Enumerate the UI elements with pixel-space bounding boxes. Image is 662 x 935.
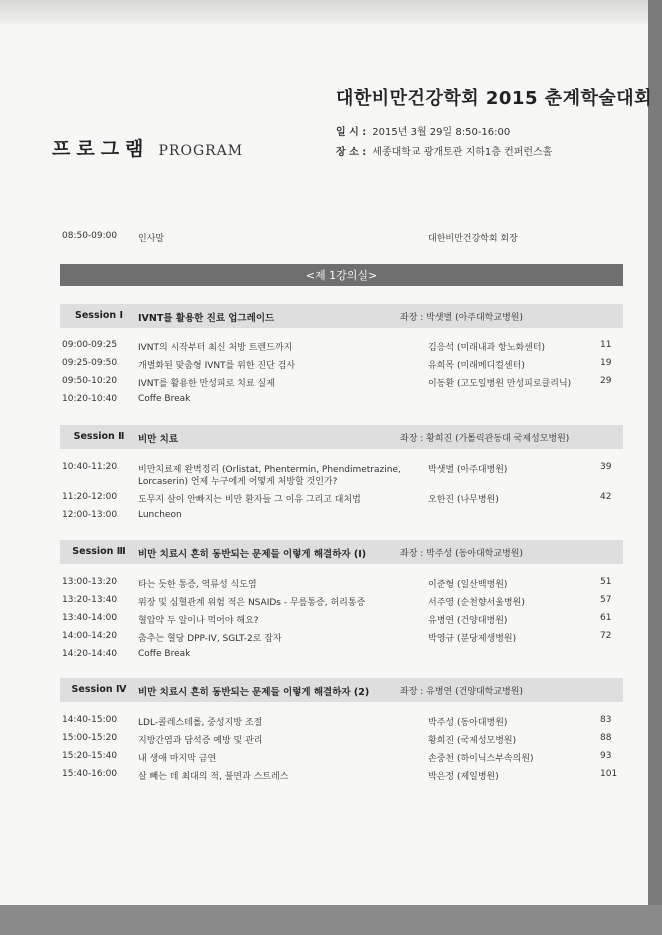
item-page: 61 (600, 613, 612, 623)
venue-value: 세종대학교 광개토관 지하1층 컨퍼런스홀 (372, 147, 553, 158)
session-1-header (60, 304, 623, 328)
item-page: 11 (600, 340, 612, 350)
item-page: 19 (600, 358, 612, 368)
item-speaker: 서주영 (순천향서울병원) (428, 598, 525, 608)
venue-line (336, 143, 552, 158)
session-label: Session Ⅰ (75, 310, 123, 321)
item-title: IVNT를 활용한 만성피로 치료 실제 (138, 379, 275, 389)
item-page: 57 (600, 595, 612, 605)
item-speaker: 손중천 (하이닉스부속의원) (428, 754, 534, 764)
item-time: 14:20-14:40 (62, 649, 118, 659)
date-line (336, 123, 510, 138)
item-speaker: 박주성 (동아대병원) (428, 718, 508, 728)
session-3-header (60, 540, 623, 564)
item-speaker: 이동환 (고도일병원 만성피로클리닉) (428, 379, 572, 389)
item-title-line2: Lorcaserin) 언제 누구에게 어떻게 처방할 것인가? (138, 477, 338, 487)
session-label: Session Ⅱ (73, 431, 125, 442)
item-time: 13:20-13:40 (62, 595, 118, 605)
item-time: 15:00-15:20 (62, 733, 118, 743)
session-2-header (60, 425, 623, 449)
session-chair: 좌장 : 황희진 (가톨릭관동대 국제성모병원) (400, 434, 570, 444)
opening-time: 08:50-09:00 (62, 231, 118, 241)
item-speaker: 박샛별 (아주대병원) (428, 465, 508, 475)
item-time: 12:00-13:00 (62, 510, 118, 520)
item-title: IVNT의 시작부터 최신 처방 트렌드까지 (138, 343, 293, 353)
item-time: 14:00-14:20 (62, 631, 118, 641)
session-title: 비만 치료시 흔히 동반되는 문제들 이렇게 해결하자 (2) (138, 687, 370, 698)
opening-speaker: 대한비만건강학회 회장 (428, 234, 518, 244)
item-title: 비만치료제 완벽정리 (Orlistat, Phentermin, Phendimetrazine, (138, 465, 401, 475)
item-title: 타는 듯한 통증, 역류성 식도염 (138, 580, 257, 590)
item-page: 51 (600, 577, 612, 587)
item-speaker: 김응석 (미래내과 항노화센터) (428, 343, 546, 353)
session-chair: 좌장 : 유병연 (건양대학교병원) (400, 687, 523, 697)
item-page: 88 (600, 733, 612, 743)
item-title: 개별화된 맞춤형 IVNT를 위한 진단 검사 (138, 361, 296, 371)
item-title: 춤추는 혈당 DPP-IV, SGLT-2로 잡자 (138, 634, 282, 644)
session-chair: 좌장 : 박주성 (동아대학교병원) (400, 549, 523, 559)
item-speaker: 유희목 (미래메디컬센터) (428, 361, 525, 371)
item-time: 13:40-14:00 (62, 613, 118, 623)
item-title: 지방간염과 담석증 예방 및 관리 (138, 736, 263, 746)
item-speaker: 박영규 (분당제생병원) (428, 634, 517, 644)
scan-top-shadow (0, 0, 648, 24)
item-title: Coffe Break (138, 649, 191, 659)
item-speaker: 유병연 (건양대병원) (428, 616, 508, 626)
session-chair: 좌장 : 박샛별 (아주대학교병원) (400, 313, 523, 323)
item-time: 09:50-10:20 (62, 376, 118, 386)
session-title: 비만 치료시 흔히 동반되는 문제들 이렇게 해결하자 (I) (138, 549, 367, 560)
item-page: 29 (600, 376, 612, 386)
item-time: 11:20-12:00 (62, 492, 118, 502)
item-page: 39 (600, 462, 612, 472)
item-title: 혈압약 두 알이나 먹어야 해요? (138, 616, 259, 626)
item-title: 위장 및 심혈관계 위험 적은 NSAIDs - 무릎통증, 허리통증 (138, 598, 366, 608)
room-banner: <제 1강의실> (60, 264, 623, 286)
session-title: 비만 치료 (138, 434, 179, 445)
item-time: 10:40-11:20 (62, 462, 118, 472)
venue-label: 장 소 : (336, 147, 367, 158)
item-title: 살 빼는 데 최대의 적, 불면과 스트레스 (138, 772, 289, 782)
session-4-header (60, 678, 623, 702)
item-time: 09:00-09:25 (62, 340, 118, 350)
item-time: 14:40-15:00 (62, 715, 118, 725)
item-time: 10:20-10:40 (62, 394, 118, 404)
item-title: LDL-콜레스테롤, 중성지방 조절 (138, 718, 263, 728)
date-value: 2015년 3월 29일 8:50-16:00 (372, 127, 511, 138)
scan-bottom-edge (0, 905, 662, 935)
item-time: 15:20-15:40 (62, 751, 118, 761)
item-time: 15:40-16:00 (62, 769, 118, 779)
item-title: 내 생애 마지막 금연 (138, 754, 217, 764)
session-title: IVNT를 활용한 진료 업그레이드 (138, 313, 275, 324)
item-time: 09:25-09:50 (62, 358, 118, 368)
date-label: 일 시 : (336, 127, 367, 138)
item-title: Luncheon (138, 510, 182, 520)
item-page: 42 (600, 492, 612, 502)
item-page: 83 (600, 715, 612, 725)
item-page: 72 (600, 631, 612, 641)
opening-title: 인사말 (138, 234, 165, 244)
item-time: 13:00-13:20 (62, 577, 118, 587)
item-page: 101 (600, 769, 618, 779)
item-title: Coffe Break (138, 394, 191, 404)
session-label: Session Ⅲ (72, 546, 126, 557)
program-heading-en: PROGRAM (158, 143, 244, 159)
item-speaker: 이준형 (일산백병원) (428, 580, 508, 590)
item-title: 도무지 살이 안빠지는 비만 환자들 그 이유 그리고 대처법 (138, 495, 361, 505)
item-speaker: 오한진 (나무병원) (428, 495, 499, 505)
conference-title: 대한비만건강학회 2015 춘계학술대회 (336, 88, 653, 109)
item-speaker: 황희진 (국제성모병원) (428, 736, 517, 746)
program-heading-ko: 프로그램 (52, 138, 150, 160)
item-page: 93 (600, 751, 612, 761)
item-speaker: 박은정 (제일병원) (428, 772, 499, 782)
session-label: Session Ⅳ (71, 684, 127, 695)
program-heading (52, 134, 243, 161)
scan-right-edge (648, 0, 662, 935)
